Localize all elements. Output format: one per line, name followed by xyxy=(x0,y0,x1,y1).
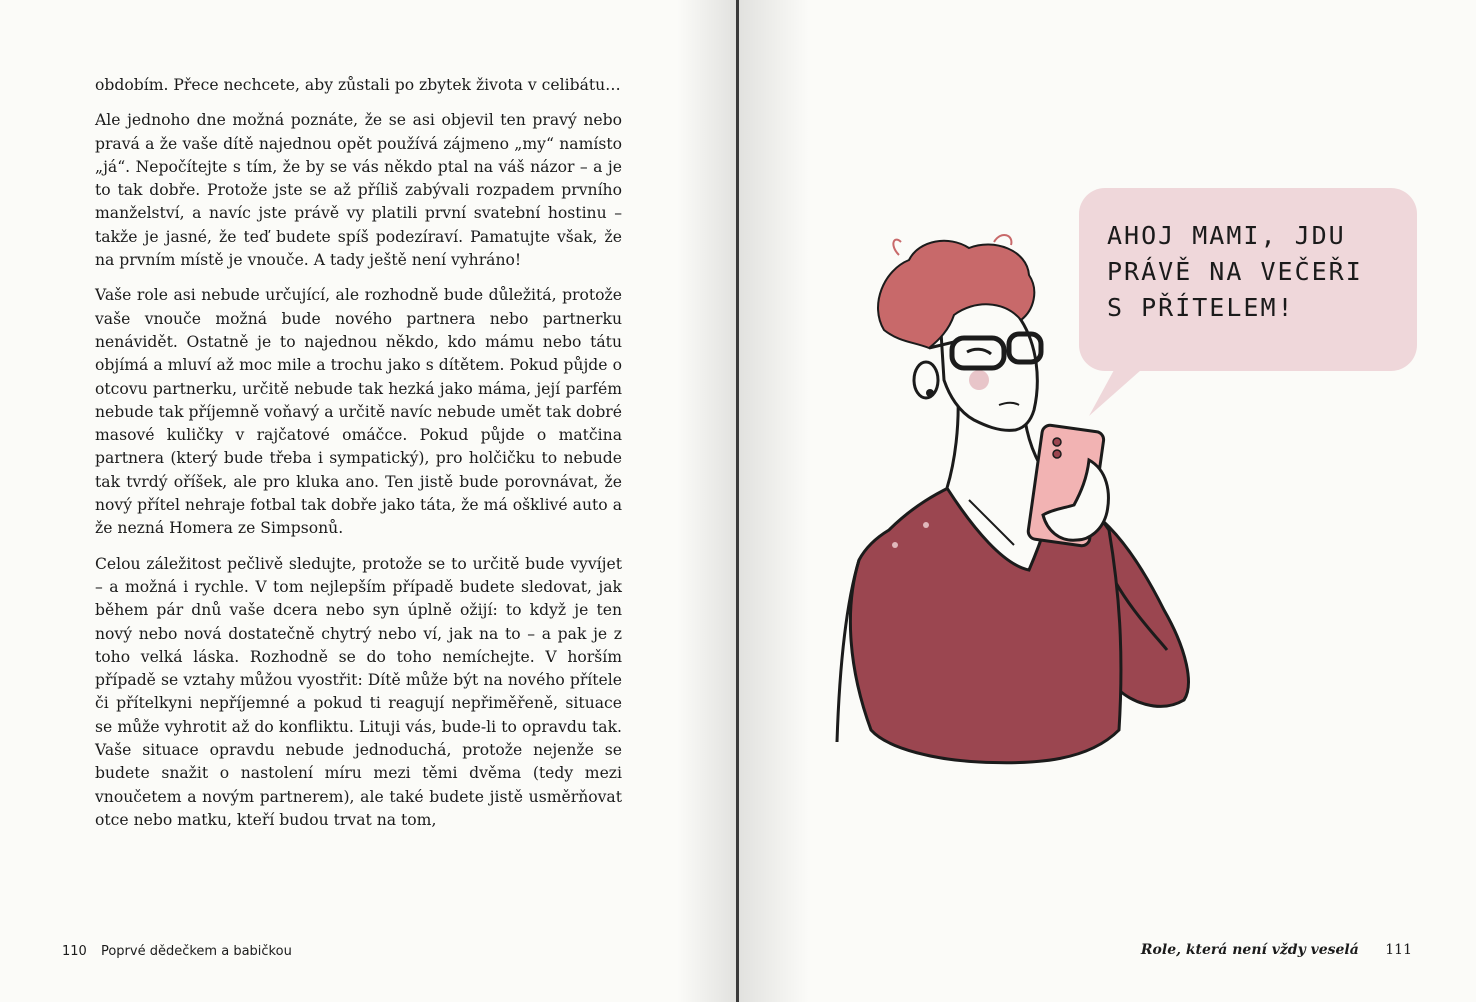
ear xyxy=(914,362,938,398)
speech-line-2: PRÁVĚ NA VEČEŘI xyxy=(1107,257,1363,286)
body-text xyxy=(95,74,622,844)
speech-bubble-tail xyxy=(1089,370,1141,416)
left-page xyxy=(0,0,737,1002)
page-number-left: 110 xyxy=(62,944,87,959)
running-title-right: Role, která není vždy veselá xyxy=(1140,942,1359,958)
speech-bubble-text xyxy=(1107,218,1407,326)
paragraph-3: Vaše role asi nebude určující, ale rozhodně bude důležitá, protože vaše vnouče možná bude nového partnera nebo partnerku nenávidět. Ostatně je to najednou někdo, kdo mámu nebo tátu objímá a mluví až moc mile a trochu jako s dítětem. Pokud půjde o otcovu partnerku, určitě nebude tak hezká jako máma, její parfém nebude tak příjemně voňavý a určitě navíc nebude umět tak dobré masové kuličky v rajčatové omáčce. Pokud půjde o matčina partnera (který bude třeba i sympatický), pro holčičku to nebude tak tvrdý oříšek, ale pro kluka ano. Ten jistě bude porovnávat, že nový přítel nehraje fotbal tak dobře jako táta, že má ošklivé auto a že nezná Homera ze Simpsonů. xyxy=(95,286,622,538)
speech-line-1: AHOJ MAMI, JDU xyxy=(1107,221,1346,250)
shirt-button xyxy=(892,542,898,548)
right-page xyxy=(739,0,1476,1002)
cheek-blush xyxy=(969,370,989,390)
gutter-shadow xyxy=(677,0,737,1002)
shirt-button xyxy=(923,522,929,528)
paragraph-1: obdobím. Přece nechcete, aby zůstali po zbytek života v celibátu… xyxy=(95,76,621,94)
paragraph-4: Celou záležitost pečlivě sledujte, protože se to určitě bude vyvíjet – a možná i rychle. V tom nejlepším případě budete sledovat, jak během pár dnů vaše dcera nebo syn úplně ožijí: to když je ten nový nebo nová dostatečně chytrý nebo ví, jak na to – a pak je z toho velká láska. Rozhodně se do toho nemíchejte. V horším případě se vztahy můžou vyostřit: Dítě může být na nového přítele či přítelkyni nepříjemné a pokud ti reagují nepřiměřeně, situace se může vyhrotit až do konfliktu. Lituji vás, bude-li to opravdu tak. Vaše situace opravdu nebude jednoduchá, protože nejenže se budete snažit o nastolení míru mezi těmi dvěma (tedy mezi vnoučetem a novým partnerem), ale také budete jistě usměrňovat otce nebo matku, kteří budou trvat na tom, xyxy=(95,554,622,829)
phone-camera xyxy=(1053,438,1061,446)
page-number-right: 111 xyxy=(1385,942,1412,958)
left-footer xyxy=(62,944,292,959)
earring xyxy=(926,389,934,397)
phone-camera xyxy=(1053,450,1061,458)
right-footer xyxy=(1141,942,1412,958)
speech-line-3: S PŘÍTELEM! xyxy=(1107,293,1295,322)
paragraph-2: Ale jednoho dne možná poznáte, že se asi objevil ten pravý nebo pravá a že vaše dítě najednou opět používá zájmeno „my“ namísto „já“. Nepočítejte s tím, že by se vás někdo ptal na váš názor – a je to tak dobře. Protože jste se až příliš zabývali rozpadem prvního manželství, a navíc jste právě vy platili první svatební hostinu – takže je jasné, že teď budete spíš podezíraví. Pamatujte však, že na prvním místě je vnouče. A tady ještě není vyhráno! xyxy=(95,111,622,270)
running-title-left: Poprvé dědečkem a babičkou xyxy=(100,944,292,959)
